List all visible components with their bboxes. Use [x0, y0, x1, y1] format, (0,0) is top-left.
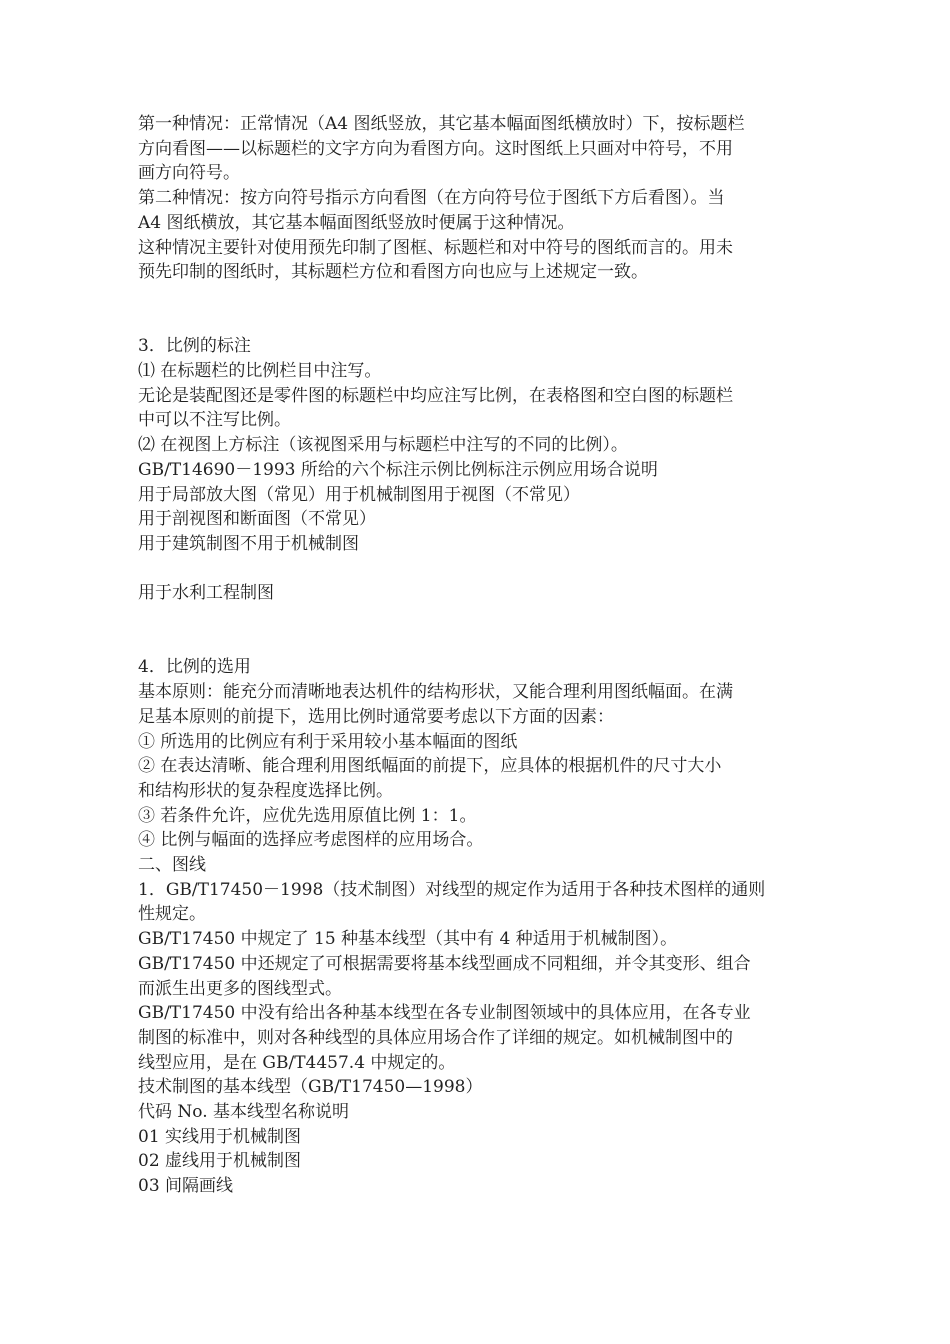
text-line: 用于局部放大图（常见）用于机械制图用于视图（不常见） — [138, 484, 580, 505]
text-line: 预先印制的图纸时，其标题栏方位和看图方向也应与上述规定一致。 — [138, 262, 648, 283]
document-body — [138, 112, 818, 1199]
blank-line — [138, 557, 818, 582]
text-line: 1．GB/T17450－1998（技术制图）对线型的规定作为适用于各种技术图样的通则 — [138, 879, 766, 900]
text-line: ② 在表达清晰、能合理利用图纸幅面的前提下，应具体的根据机件的尺寸大小 — [138, 756, 722, 777]
text-line: 用于水利工程制图 — [138, 583, 274, 604]
text-line: ① 所选用的比例应有利于采用较小基本幅面的图纸 — [138, 731, 518, 752]
text-line: 技术制图的基本线型（GB/T17450—1998） — [138, 1077, 483, 1098]
text-line: GB/T17450 中没有给出各种基本线型在各专业制图领域中的具体应用，在各专业 — [138, 1003, 751, 1024]
text-line: ④ 比例与幅面的选择应考虑图样的应用场合。 — [138, 830, 484, 851]
text-line: 用于剖视图和断面图（不常见） — [138, 509, 376, 530]
blank-line — [138, 606, 818, 631]
text-line: 而派生出更多的图线型式。 — [138, 978, 342, 999]
text-line: GB/T14690－1993 所给的六个标注示例比例标注示例应用场合说明 — [138, 459, 658, 480]
blank-line — [138, 285, 818, 310]
text-line: ⑵ 在视图上方标注（该视图采用与标题栏中注写的不同的比例）。 — [138, 435, 628, 456]
text-line: 01 实线用于机械制图 — [138, 1126, 302, 1147]
text-line: 无论是装配图还是零件图的标题栏中均应注写比例，在表格图和空白图的标题栏 — [138, 385, 733, 406]
text-line: 02 虚线用于机械制图 — [138, 1151, 302, 1172]
text-line: 这种情况主要针对使用预先印制了图框、标题栏和对中符号的图纸而言的。用未 — [138, 237, 733, 258]
text-line: 性规定。 — [138, 904, 206, 925]
text-line: 画方向符号。 — [138, 163, 240, 184]
text-line: 3．比例的标注 — [138, 336, 251, 357]
text-line: 二、图线 — [138, 855, 206, 876]
blank-line — [138, 310, 818, 335]
text-line: ⑴ 在标题栏的比例栏目中注写。 — [138, 361, 382, 381]
text-line: 第二种情况：按方向符号指示方向看图（在方向符号位于图纸下方后看图）。当 — [138, 188, 725, 209]
text-line: GB/T17450 中规定了 15 种基本线型（其中有 4 种适用于机械制图）。 — [138, 929, 678, 950]
text-line: 03 间隔画线 — [138, 1176, 234, 1197]
text-line: 用于建筑制图不用于机械制图 — [138, 533, 359, 554]
text-line: 4．比例的选用 — [138, 657, 251, 678]
text-line: 制图的标准中，则对各种线型的具体应用场合作了详细的规定。如机械制图中的 — [138, 1027, 733, 1048]
text-line: 和结构形状的复杂程度选择比例。 — [138, 780, 393, 801]
blank-line — [138, 631, 818, 656]
text-line: 中可以不注写比例。 — [138, 410, 291, 431]
text-line: 线型应用，是在 GB/T4457.4 中规定的。 — [138, 1052, 456, 1073]
text-line: A4 图纸横放，其它基本幅面图纸竖放时便属于这种情况。 — [138, 212, 575, 233]
text-line: ③ 若条件允许，应优先选用原值比例 1：1。 — [138, 805, 477, 826]
text-line: 代码 No. 基本线型名称说明 — [138, 1102, 350, 1123]
text-line: 足基本原则的前提下，选用比例时通常要考虑以下方面的因素： — [138, 706, 614, 727]
text-line: 第一种情况：正常情况（A4 图纸竖放，其它基本幅面图纸横放时）下，按标题栏 — [138, 114, 745, 134]
text-line: GB/T17450 中还规定了可根据需要将基本线型画成不同粗细，并令其变形、组合 — [138, 953, 751, 974]
text-line: 方向看图——以标题栏的文字方向为看图方向。这时图纸上只画对中符号，不用 — [138, 138, 733, 159]
text-line: 基本原则：能充分而清晰地表达机件的结构形状，又能合理利用图纸幅面。在满 — [138, 682, 733, 703]
